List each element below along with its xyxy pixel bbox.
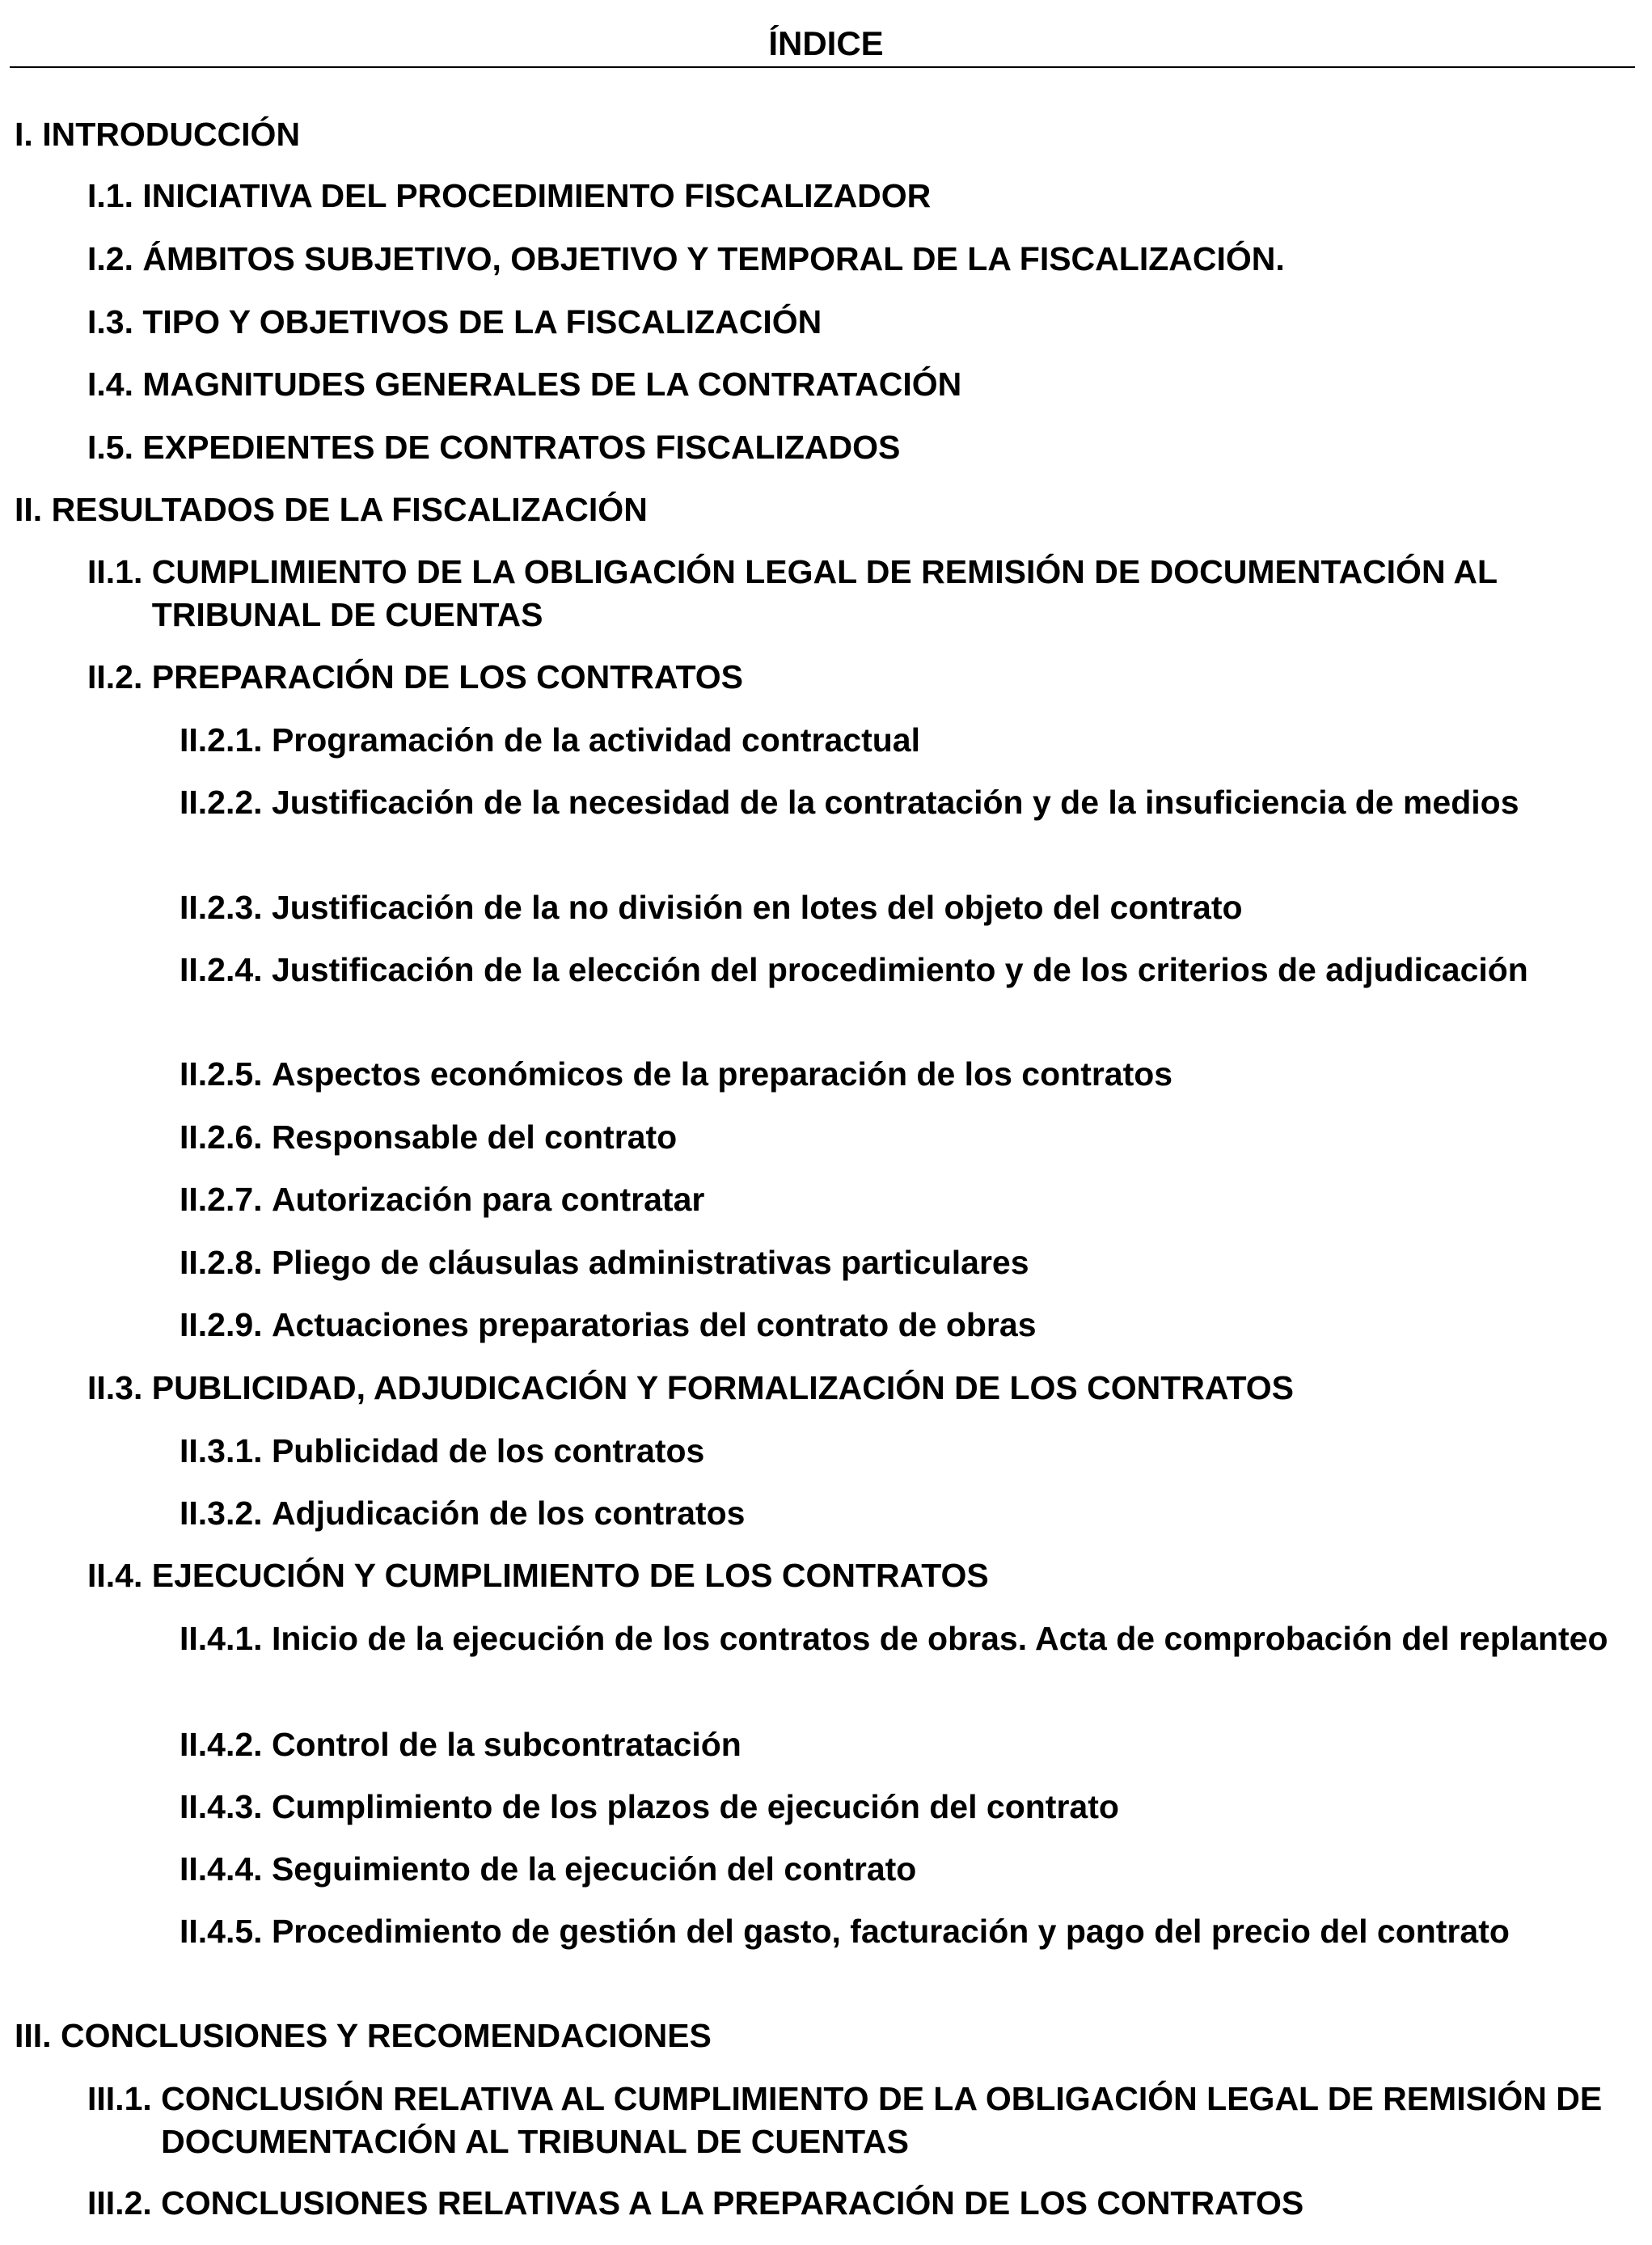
toc-entry-number: II.1. xyxy=(87,553,152,590)
toc-entry-text: Responsable del contrato xyxy=(271,1118,678,1156)
toc-entry-number: II.2.6. xyxy=(180,1118,272,1156)
toc-entry-number: II.4.4. xyxy=(180,1850,272,1888)
toc-entry-text: Justificación de la elección del procedimiento y de los criterios de adjudicación xyxy=(271,951,1528,988)
toc-entry-number: II.2.9. xyxy=(180,1306,272,1343)
toc-entry-number: II.2.4. xyxy=(180,951,272,988)
toc-entry-number: I.2. xyxy=(87,240,143,277)
toc-entry-number: II.4.1. xyxy=(180,1620,272,1657)
toc-entry-text: TIPO Y OBJETIVOS DE LA FISCALIZACIÓN xyxy=(142,303,822,340)
toc-entry-number: I.1. xyxy=(87,177,143,214)
toc-entry xyxy=(180,1723,1632,1766)
toc-entry xyxy=(180,1116,1632,1159)
toc-entry-text: EJECUCIÓN Y CUMPLIMIENTO DE LOS CONTRATOS xyxy=(151,1557,989,1594)
toc-entry-text: Control de la subcontratación xyxy=(271,1726,741,1763)
toc-entry-text: Autorización para contratar xyxy=(271,1181,705,1218)
toc-entry-text: INTRODUCCIÓN xyxy=(42,116,301,153)
toc-entry xyxy=(87,363,1632,406)
toc-entry xyxy=(87,2078,1632,2163)
toc-entry xyxy=(87,1367,1632,1410)
toc-entry xyxy=(180,1241,1632,1284)
toc-entry xyxy=(180,1617,1632,1660)
toc-entry-text: Adjudicación de los contratos xyxy=(271,1495,746,1532)
toc-entry-text: Justificación de la no división en lotes del objeto del contrato xyxy=(271,889,1243,926)
toc-entry-text: Cumplimiento de los plazos de ejecución del contrato xyxy=(271,1788,1119,1825)
toc-entry-text: Procedimiento de gestión del gasto, facturación y pago del precio del contrato xyxy=(271,1913,1510,1950)
toc-entry xyxy=(180,1430,1632,1473)
toc-entry-number: I. xyxy=(15,116,43,153)
toc-entry xyxy=(87,1554,1632,1597)
toc-entry-number: II.2.3. xyxy=(180,889,272,926)
page-title: ÍNDICE xyxy=(768,24,884,62)
toc-entry xyxy=(180,781,1632,824)
toc-entry-number: II.2.7. xyxy=(180,1181,272,1218)
toc-entry-number: II.2. xyxy=(87,658,152,695)
toc-entry-number: II.2.8. xyxy=(180,1244,272,1281)
toc-entry xyxy=(180,1178,1632,1221)
toc-entry xyxy=(87,2182,1632,2225)
toc-entry-text: CUMPLIMIENTO DE LA OBLIGACIÓN LEGAL DE REMISIÓN DE DOCUMENTACIÓN AL TRIBUNAL DE CUENTAS xyxy=(151,553,1498,633)
toc-entry-text: PUBLICIDAD, ADJUDICACIÓN Y FORMALIZACIÓN DE LOS CONTRATOS xyxy=(151,1369,1295,1406)
toc-entry-number: III.2. xyxy=(87,2184,162,2222)
toc-entry-text: PREPARACIÓN DE LOS CONTRATOS xyxy=(151,658,743,695)
toc-entry xyxy=(180,719,1632,762)
toc-entry-text: EXPEDIENTES DE CONTRATOS FISCALIZADOS xyxy=(142,429,901,466)
toc-entry xyxy=(180,1304,1632,1347)
toc-entry-text: Programación de la actividad contractual xyxy=(271,721,920,759)
toc-entry-text: Aspectos económicos de la preparación de los contratos xyxy=(271,1055,1173,1093)
toc-entry-text: Actuaciones preparatorias del contrato de obras xyxy=(271,1306,1037,1343)
toc-entry xyxy=(180,886,1632,929)
toc-entry xyxy=(87,551,1632,636)
toc-entry xyxy=(180,1848,1632,1891)
toc-entry-number: II.4.3. xyxy=(180,1788,272,1825)
toc-entry-number: III.1. xyxy=(87,2080,162,2117)
toc-entry-number: II. xyxy=(15,491,52,528)
toc-entry-number: II.2.2. xyxy=(180,784,272,821)
toc-entry-text: CONCLUSIÓN RELATIVA AL CUMPLIMIENTO DE LA OBLIGACIÓN LEGAL DE REMISIÓN DE DOCUMENTACIÓN AL TRIBUNAL DE CUENTAS xyxy=(161,2080,1603,2160)
toc-entry-text: Justificación de la necesidad de la contratación y de la insuficiencia de medios xyxy=(271,784,1519,821)
toc-entry-number: I.4. xyxy=(87,366,143,403)
toc-entry xyxy=(87,656,1632,699)
toc-entry-number: I.5. xyxy=(87,429,143,466)
toc-entry-text: ÁMBITOS SUBJETIVO, OBJETIVO Y TEMPORAL DE LA FISCALIZACIÓN. xyxy=(142,240,1285,277)
toc-entry xyxy=(15,488,1632,531)
toc-entry xyxy=(180,1786,1632,1829)
toc-entry-number: II.3.2. xyxy=(180,1495,272,1532)
toc-entry-text: MAGNITUDES GENERALES DE LA CONTRATACIÓN xyxy=(142,366,962,403)
toc-entry-number: I.3. xyxy=(87,303,143,340)
toc-entry-number: II.4.5. xyxy=(180,1913,272,1950)
toc-entry xyxy=(87,301,1632,344)
toc-entry-number: II.4. xyxy=(87,1557,152,1594)
toc-entry-text: Pliego de cláusulas administrativas particulares xyxy=(271,1244,1029,1281)
toc-entry-text: CONCLUSIONES RELATIVAS A LA PREPARACIÓN DE LOS CONTRATOS xyxy=(161,2184,1304,2222)
toc-entry xyxy=(87,175,1632,218)
toc-entry xyxy=(180,1910,1632,1953)
toc-entry-text: Publicidad de los contratos xyxy=(271,1432,705,1469)
toc-entry xyxy=(15,2015,1632,2057)
toc-entry xyxy=(180,1053,1632,1096)
toc-entry-text: INICIATIVA DEL PROCEDIMIENTO FISCALIZADOR xyxy=(142,177,932,214)
toc-entry-number: III. xyxy=(15,2017,61,2054)
toc-entry-number: II.3.1. xyxy=(180,1432,272,1469)
toc-entry xyxy=(180,1492,1632,1535)
toc-entry xyxy=(87,426,1632,469)
toc-entry-text: RESULTADOS DE LA FISCALIZACIÓN xyxy=(51,491,648,528)
toc-entry-number: II.3. xyxy=(87,1369,152,1406)
toc-entry xyxy=(180,949,1632,991)
toc-entry-text: Seguimiento de la ejecución del contrato xyxy=(271,1850,917,1888)
toc-entry-number: II.2.1. xyxy=(180,721,272,759)
toc-entry-number: II.2.5. xyxy=(180,1055,272,1093)
toc-entry xyxy=(15,113,1632,156)
toc-entry xyxy=(87,238,1632,281)
toc-entry-text: Inicio de la ejecución de los contratos de obras. Acta de comprobación del replanteo xyxy=(271,1620,1608,1657)
toc-entry-text: CONCLUSIONES Y RECOMENDACIONES xyxy=(60,2017,712,2054)
toc-entry-number: II.4.2. xyxy=(180,1726,272,1763)
